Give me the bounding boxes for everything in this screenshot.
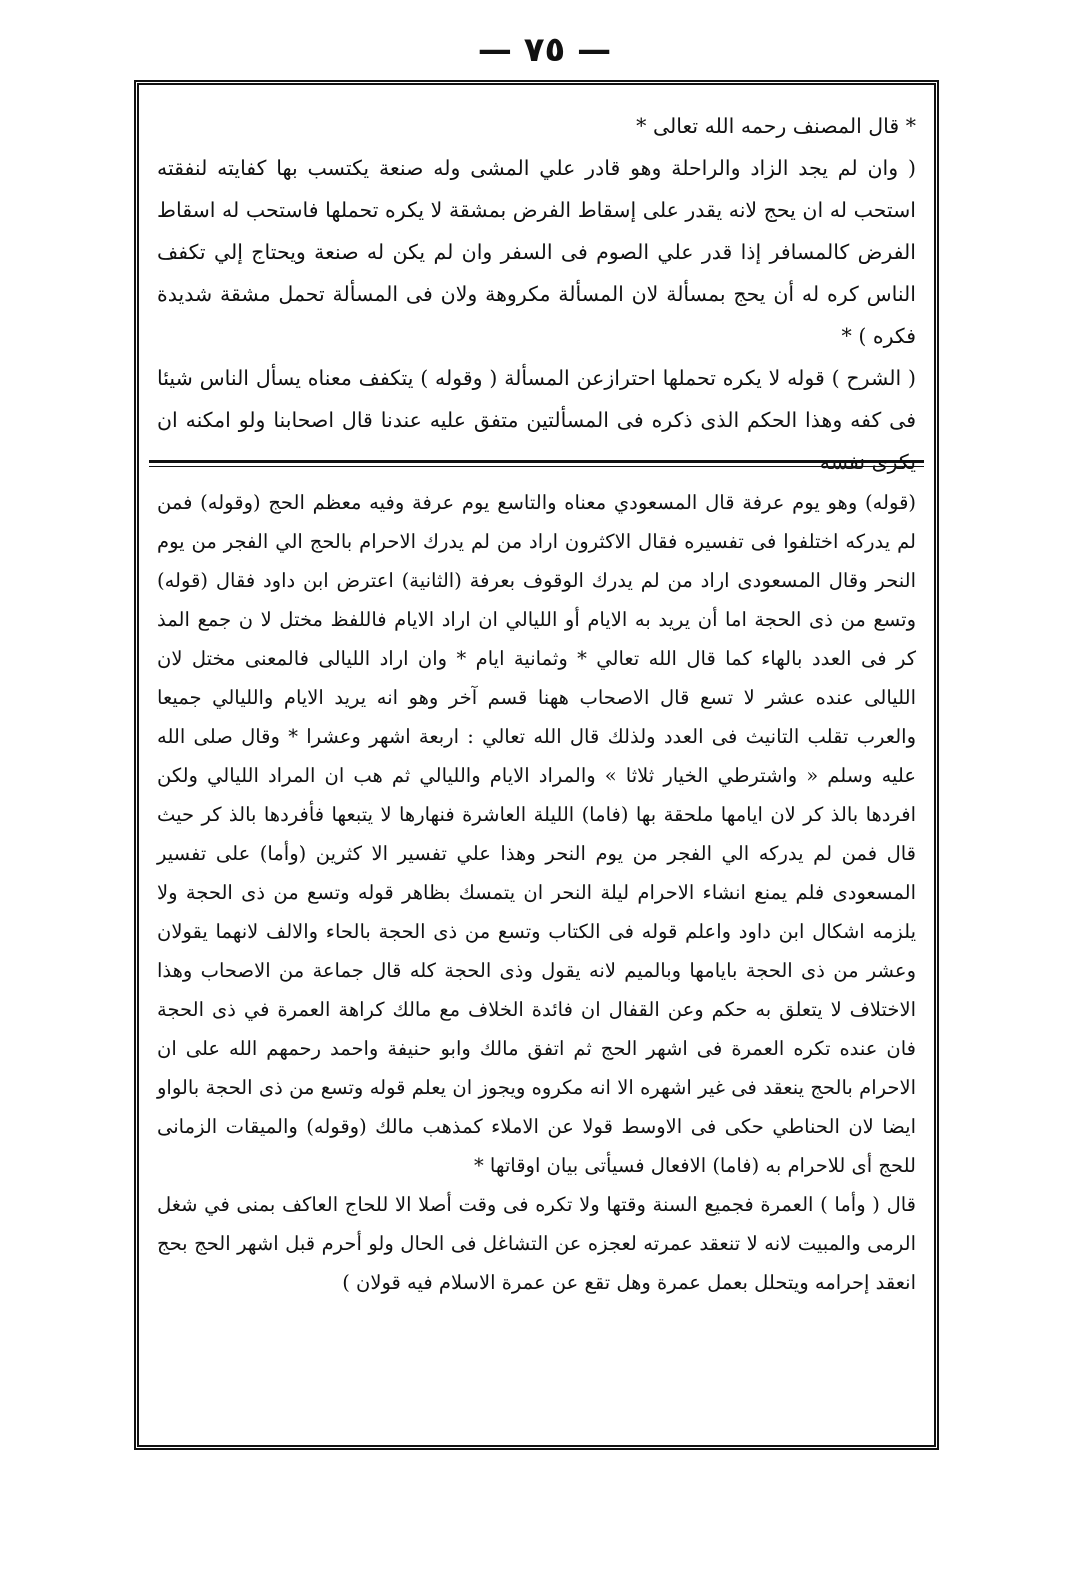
commentary-paragraph-1: (قوله) وهو يوم عرفة قال المسعودي معناه والتاسع يوم عرفة وفيه معظم الحج (وقوله) فمن لم يدركه اختلفوا فى تفسيره فقال الاكثرون اراد من لم يدرك الاحرام بالحج الي الفجر من يوم النحر وقال المسعودى اراد من لم يدرك الوقوف بعرفة (الثانية) اعترض ابن داود فقال (قوله) وتسع من ذى الحجة اما أن يريد به الايام أو الليالي ان اراد الايام فاللفظ مختل لا ن جمع المذ كر فى العدد بالهاء كما قال الله تعالي * وثمانية ايام * وان اراد الليالى فالمعنى مختل لان الليالى عنده عشر لا تسع قال الاصحاب ههنا قسم آخر وهو انه يريد الايام والليالي جميعا والعرب تقلب التانيث فى العدد ولذلك قال الله تعالي : اربعة اشهر وعشرا * وقال صلى الله عليه وسلم « واشترطي الخيار ثلاثا » والمراد الايام والليالي ثم هب ان المراد الليالي ولكن افردها بالذ كر لان ايامها ملحقة بها (فاما) الليلة العاشرة فنهارها لا يتبعها فأفردها بالذ كر حيث قال فمن لم يدركه الي الفجر من يوم النحر وهذا علي تفسير الا كثرين (وأما) على تفسير المسعودى فلم يمنع انشاء الاحرام ليلة النحر ان يتمسك بظاهر قوله وتسع من ذى الحجة ولا يلزمه اشكال ابن داود واعلم قوله فى الكتاب وتسع من ذى الحجة بالحاء والالف لانهما يقولان وعشر من ذى الحجة بايامها وبالميم لانه يقول وذى الحجة كله قال جماعة من الاصحاب وهذا الاختلاف لا يتعلق به حكم وعن القفال ان فائدة الخلاف مع مالك كراهة العمرة في ذى الحجة فان عنده تكره العمرة فى اشهر الحج ثم اتفق مالك وابو حنيفة واحمد رحمهم الله على ان الاحرام بالحج ينعقد فى غير اشهره الا انه مكروه ويجوز ان يعلم قوله وتسع من ذى الحجة بالواو ايضا لان الحناطي حكى فى الاوسط قولا عن الاملاء كمذهب مالك (وقوله) والميقات الزمانى للحج أى للاحرام به (فاما) الافعال فسيأتى بيان اوقاتها * [157,491,916,1177]
author-heading: * قال المصنف رحمه الله تعالى * [636,114,916,138]
sharh-text: ( الشرح ) قوله لا يكره تحملها احترازعن المسألة ( وقوله ) يتكفف معناه يسأل الناس شيئا فى كفه وهذا الحكم الذى ذكره فى المسألتين متفق عليه عندنا قال اصحابنا ولو امكنه ان يكرى نفسه [157,366,916,474]
section-divider [149,460,924,467]
matn-text: ( وان لم يجد الزاد والراحلة وهو قادر علي المشى وله صنعة يكتسب بها كفايته لنفقته استحب له ان يحج لانه يقدر على إسقاط الفرض بمشقة لا يكره تحملها فاستحب له اسقاط الفرض كالمسافر إذا قدر علي الصوم فى السفر وان لم يكن له صنعة ويحتاج إلي تكفف الناس كره له أن يحج بمسألة لان المسألة مكروهة ولان فى المسألة تحمل مشقة شديدة فكره ) * [157,156,916,348]
page-frame [134,80,939,1450]
commentary-paragraph-2: قال ( وأما ) العمرة فجميع السنة وقتها ولا تكره فى وقت أصلا الا للحاج العاكف بمنى في شغل الرمى والمبيت لانه لا تنعقد عمرته لعجزه عن التشاغل فى الحال ولو أحرم قبل اشهر الحج بحج انعقد إحرامه ويتحلل بعمل عمرة وهل تقع عن عمرة الاسلام فيه قولان ) [157,1193,916,1294]
page-number: — ٧٥ — [477,30,612,70]
commentary-section [157,483,916,1415]
matn-section [157,105,916,474]
